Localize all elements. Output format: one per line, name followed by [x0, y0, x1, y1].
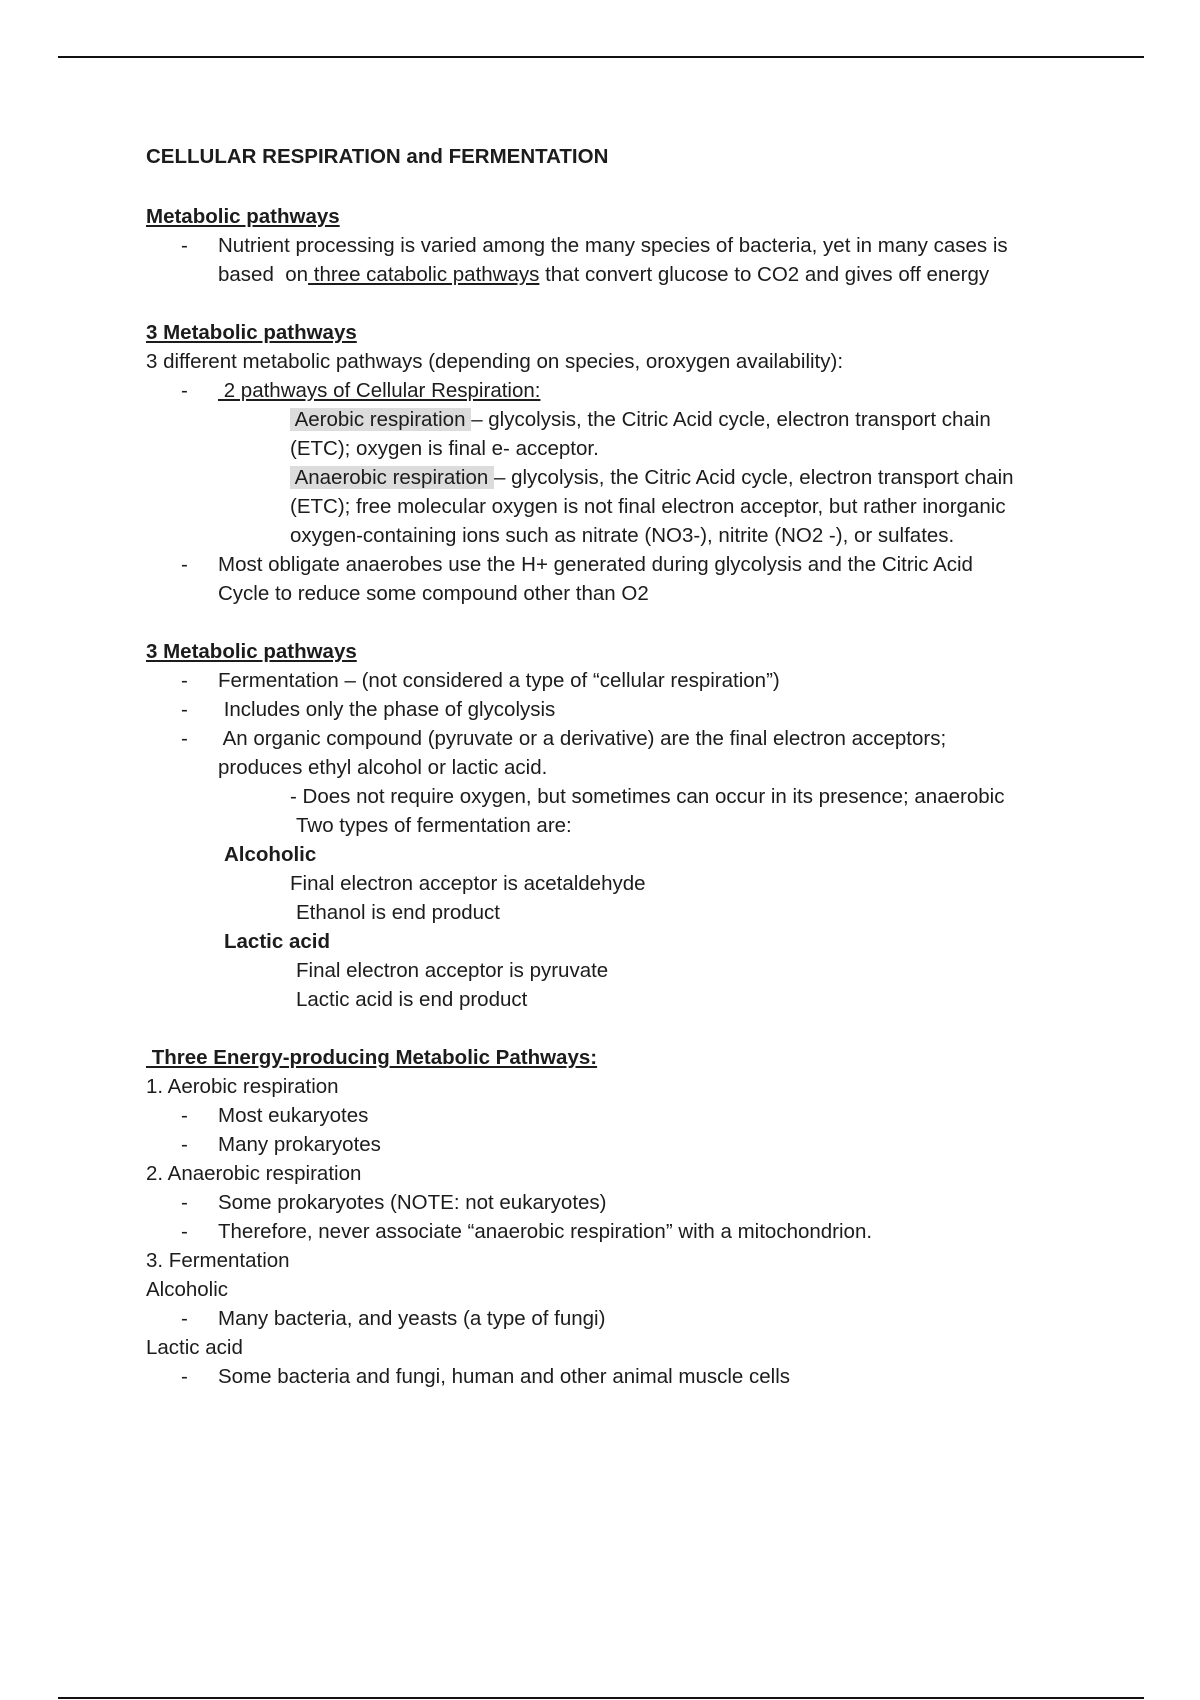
sub-heading: 2 pathways of Cellular Respiration: — [218, 379, 541, 402]
fermentation-detail: Final electron acceptor is pyruvate — [296, 959, 609, 982]
highlight-term: Anaerobic respiration — [290, 466, 494, 489]
underlined-phrase: three catabolic pathways — [308, 263, 540, 286]
bullet-item: - Many bacteria, and yeasts (a type of fungi) — [146, 1304, 1106, 1333]
section-intro: 3 different metabolic pathways (depending on species, oroxygen availability): — [146, 350, 844, 373]
bullet-item: - Some bacteria and fungi, human and other animal muscle cells — [146, 1362, 1106, 1391]
section-heading-metabolic-pathways: Metabolic pathways — [146, 205, 340, 228]
aerobic-line: Aerobic respiration – glycolysis, the Citric Acid cycle, electron transport chain — [290, 408, 991, 431]
bullet-continuation: produces ethyl alcohol or lactic acid. — [218, 756, 548, 779]
bullet-item: - Includes only the phase of glycolysis — [146, 695, 1106, 724]
note-line: Two types of fermentation are: — [296, 814, 572, 837]
top-rule — [58, 56, 1144, 58]
bottom-rule — [58, 1697, 1144, 1699]
fermentation-detail: Final electron acceptor is acetaldehyde — [290, 872, 646, 895]
section-heading-3-metabolic-pathways: 3 Metabolic pathways — [146, 321, 357, 344]
bullet-continuation: Cycle to reduce some compound other than O2 — [218, 582, 649, 605]
note-line: - Does not require oxygen, but sometimes can occur in its presence; anaerobic — [290, 785, 1005, 808]
bullet-item: - Fermentation – (not considered a type of “cellular respiration”) — [146, 666, 1106, 695]
numbered-item: 3. Fermentation — [146, 1249, 290, 1272]
bullet-item: - Many prokaryotes — [146, 1130, 1106, 1159]
fermentation-detail: Ethanol is end product — [296, 901, 500, 924]
bullet-item — [146, 376, 1106, 405]
fermentation-detail: Lactic acid is end product — [296, 988, 528, 1011]
highlight-term: Aerobic respiration — [290, 408, 472, 431]
numbered-item: 1. Aerobic respiration — [146, 1075, 339, 1098]
bullet-continuation: based on three catabolic pathways that convert glucose to CO2 and gives off energy — [218, 263, 990, 286]
anaerobic-continuation: oxygen-containing ions such as nitrate (NO3-), nitrite (NO2 -), or sulfates. — [290, 524, 955, 547]
page-title: CELLULAR RESPIRATION and FERMENTATION — [146, 145, 609, 168]
aerobic-continuation: (ETC); oxygen is final e- acceptor. — [290, 437, 599, 460]
bullet-item: - Most eukaryotes — [146, 1101, 1106, 1130]
anaerobic-continuation: (ETC); free molecular oxygen is not final electron acceptor, but rather inorganic — [290, 495, 1006, 518]
sub-item-label: Lactic acid — [146, 1336, 243, 1359]
anaerobic-line: Anaerobic respiration – glycolysis, the Citric Acid cycle, electron transport chain — [290, 466, 1014, 489]
bullet-item: - Therefore, never associate “anaerobic respiration” with a mitochondrion. — [146, 1217, 1106, 1246]
bullet-item: - An organic compound (pyruvate or a derivative) are the final electron acceptors; — [146, 724, 1106, 753]
section-heading-three-energy-pathways: Three Energy-producing Metabolic Pathways: — [146, 1046, 598, 1069]
fermentation-type-label: Lactic acid — [224, 930, 330, 953]
bullet-item: - Some prokaryotes (NOTE: not eukaryotes) — [146, 1188, 1106, 1217]
fermentation-type-label: Alcoholic — [224, 843, 317, 866]
document-body — [146, 141, 1106, 1391]
bullet-item: - Nutrient processing is varied among the many species of bacteria, yet in many cases is — [146, 231, 1106, 260]
sub-item-label: Alcoholic — [146, 1278, 229, 1301]
bullet-item: - Most obligate anaerobes use the H+ generated during glycolysis and the Citric Acid — [146, 550, 1106, 579]
section-heading-3-metabolic-pathways: 3 Metabolic pathways — [146, 640, 357, 663]
numbered-item: 2. Anaerobic respiration — [146, 1162, 362, 1185]
